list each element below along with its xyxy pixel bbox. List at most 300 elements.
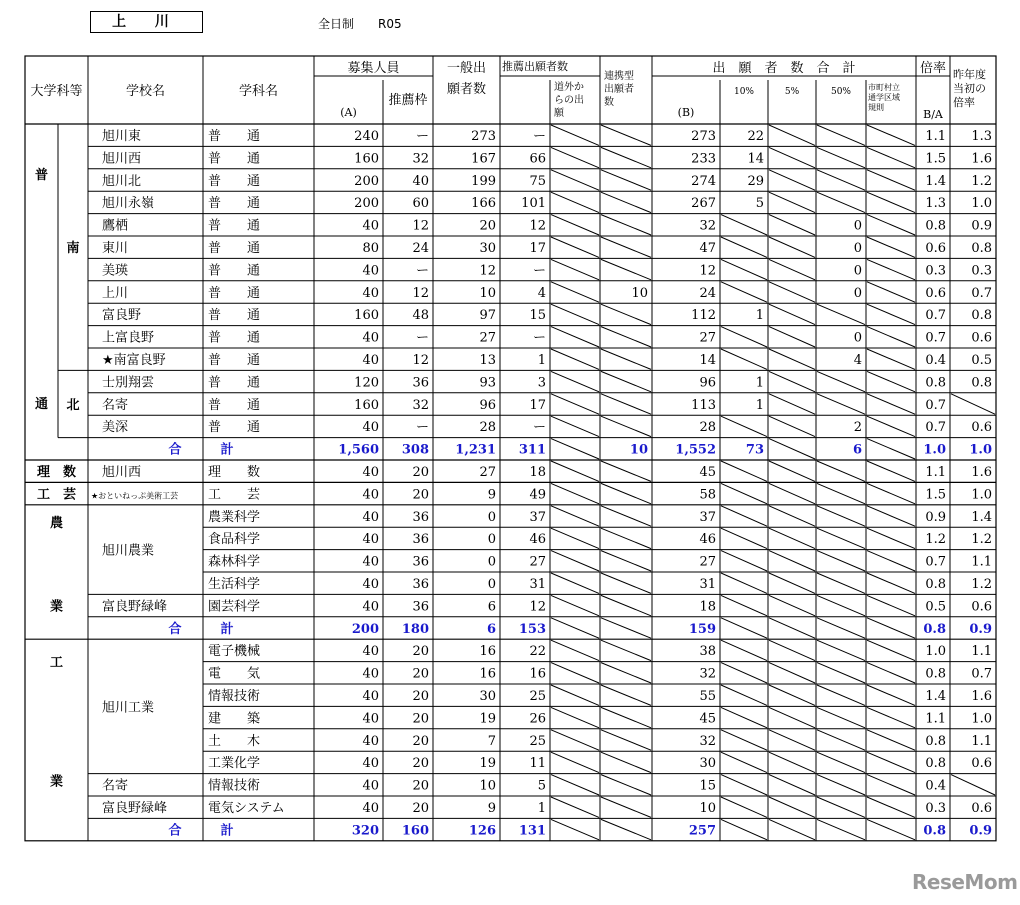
header-prev: 当初の: [953, 82, 986, 95]
category-south: 南: [66, 241, 80, 256]
cell-rec: 48: [412, 308, 429, 324]
na-diagonal: [867, 506, 915, 526]
na-diagonal: [769, 282, 815, 302]
header-pct5: 5%: [784, 87, 800, 97]
na-diagonal: [721, 663, 767, 683]
na-diagonal: [867, 707, 915, 727]
na-diagonal: [867, 349, 915, 369]
na-diagonal: [551, 215, 599, 235]
cell-a: 40: [362, 509, 379, 525]
na-diagonal: [721, 506, 767, 526]
cell-b: 233: [691, 151, 716, 167]
cell-a: 40: [362, 263, 379, 279]
header-linked: 数: [604, 97, 614, 108]
cell-ratio: 0.8: [925, 375, 946, 391]
cell-a: 40: [362, 532, 379, 548]
cell-rec: 20: [412, 711, 429, 727]
na-diagonal: [601, 730, 651, 750]
cell-rec: 32: [412, 151, 429, 167]
cell-ratio: 0.8: [925, 666, 946, 682]
cell-a: 200: [354, 173, 379, 189]
cell-recapp: ー: [532, 420, 546, 436]
cell-p50: 6: [852, 442, 862, 458]
na-diagonal: [551, 685, 599, 705]
cell-prev: 1.3: [971, 129, 992, 144]
na-diagonal: [551, 147, 599, 167]
cell-ratio: 0.7: [925, 330, 946, 346]
cell-prev: 0.5: [971, 353, 992, 368]
cell-ratio: 0.8: [925, 218, 946, 234]
na-diagonal: [769, 371, 815, 391]
cell-b: 58: [699, 487, 716, 503]
school-name: 士別翔雲: [102, 375, 155, 391]
na-diagonal: [721, 461, 767, 481]
na-diagonal: [601, 147, 651, 167]
cell-gen: 19: [479, 756, 496, 772]
na-diagonal: [721, 775, 767, 795]
na-diagonal: [601, 461, 651, 481]
cell-gen: 96: [479, 397, 496, 413]
na-diagonal: [601, 819, 651, 839]
na-diagonal: [601, 506, 651, 526]
cell-p50: 0: [853, 330, 862, 346]
na-diagonal: [551, 819, 599, 839]
na-diagonal: [769, 819, 815, 839]
cell-rec: ー: [415, 129, 429, 144]
cell-prev: 1.0: [971, 196, 992, 212]
na-diagonal: [817, 573, 865, 593]
header-category: 大学科等: [30, 84, 83, 99]
school-name: 旭川永嶺: [102, 196, 155, 212]
cell-a: 40: [362, 218, 379, 234]
category-kogei: 工 芸: [36, 487, 77, 503]
school-name: 旭川西: [102, 151, 142, 167]
cell-b: 37: [699, 509, 716, 525]
cell-recapp: 131: [518, 823, 546, 839]
header-municipal: 市町村立: [868, 83, 900, 92]
na-diagonal: [769, 439, 815, 459]
course-name: 普 通: [208, 173, 261, 189]
cell-prev: 0.9: [969, 621, 992, 637]
cell-b: 46: [699, 532, 716, 548]
cell-p10: 1: [755, 308, 764, 324]
na-diagonal: [551, 506, 599, 526]
school-name: 旭川北: [102, 173, 142, 189]
na-diagonal: [551, 192, 599, 212]
na-diagonal: [769, 259, 815, 279]
na-diagonal: [769, 573, 815, 593]
na-diagonal: [817, 125, 865, 145]
na-diagonal: [721, 259, 767, 279]
cell-gen: 1,231: [455, 442, 496, 458]
cell-ratio: 1.0: [925, 644, 946, 660]
cell-recapp: 49: [529, 487, 546, 503]
cell-prev: 1.6: [971, 151, 992, 167]
na-diagonal: [721, 349, 767, 369]
na-diagonal: [601, 170, 651, 190]
cell-b: 112: [691, 308, 716, 324]
cell-rec: 20: [412, 801, 429, 816]
cell-ratio: 0.8: [925, 733, 946, 749]
cell-a: 160: [354, 151, 379, 167]
cell-gen: 167: [471, 151, 496, 167]
cell-ratio: 1.1: [925, 465, 946, 480]
cell-a: 120: [354, 375, 379, 391]
na-diagonal: [601, 528, 651, 548]
na-diagonal: [769, 125, 815, 145]
category-nogyo: 農: [49, 515, 64, 531]
cell-prev: 1.6: [971, 465, 992, 480]
na-diagonal: [769, 461, 815, 481]
na-diagonal: [721, 528, 767, 548]
na-diagonal: [769, 640, 815, 660]
header-outside: らの出: [554, 95, 584, 106]
cell-recapp: 37: [529, 509, 546, 525]
header-outside: 願: [554, 108, 564, 119]
school-name: 美深: [102, 420, 129, 436]
cell-b: 15: [699, 778, 716, 794]
cell-rec: 36: [412, 532, 429, 548]
cell-gen: 0: [487, 532, 496, 548]
cell-gen: 16: [479, 666, 496, 682]
cell-prev: 1.0: [971, 711, 992, 727]
cell-prev: 1.1: [971, 644, 992, 660]
cell-gen: 10: [479, 285, 496, 301]
cell-recapp: 12: [529, 599, 546, 615]
course-name: 電気システム: [208, 801, 285, 816]
cell-b: 24: [699, 285, 716, 301]
school-name: 名寄: [102, 778, 129, 794]
na-diagonal: [867, 752, 915, 772]
cell-rec: 20: [412, 689, 429, 704]
cell-prev: 0.6: [971, 756, 992, 772]
mode-label: 全日制 R05: [318, 17, 402, 31]
cell-b: 18: [699, 599, 716, 615]
header-quota: 募集人員: [347, 61, 400, 76]
cell-recapp: 25: [529, 733, 546, 749]
cell-b: 27: [699, 554, 716, 570]
cell-rec: 12: [412, 285, 429, 301]
cell-gen: 6: [486, 621, 496, 637]
cell-p10: 1: [755, 375, 764, 391]
header-outside: 道外か: [554, 82, 584, 93]
cell-a: 40: [362, 420, 379, 436]
course-name: 工 芸: [208, 487, 261, 503]
cell-gen: 0: [487, 577, 496, 592]
cell-prev: 0.6: [971, 420, 992, 436]
na-diagonal: [721, 707, 767, 727]
cell-b: 55: [699, 689, 716, 704]
na-diagonal: [601, 775, 651, 795]
school-name: 旭川西: [102, 465, 142, 480]
header-municipal: 規則: [868, 103, 884, 112]
cell-recapp: ー: [532, 129, 546, 144]
na-diagonal: [601, 259, 651, 279]
cell-b: 10: [699, 801, 716, 816]
school-name: 旭川工業: [102, 700, 155, 716]
cell-recapp: 18: [529, 465, 546, 480]
na-diagonal: [721, 752, 767, 772]
na-diagonal: [769, 663, 815, 683]
cell-ratio: 0.4: [925, 353, 946, 368]
na-diagonal: [551, 618, 599, 638]
cell-b: 38: [699, 644, 716, 660]
cell-ratio: 1.5: [925, 151, 946, 167]
cell-rec: 20: [412, 778, 429, 794]
na-diagonal: [817, 797, 865, 817]
category-futsu: 普: [34, 167, 49, 183]
cell-p10: 73: [745, 442, 764, 458]
na-diagonal: [769, 752, 815, 772]
cell-a: 40: [362, 465, 379, 480]
na-diagonal: [867, 775, 915, 795]
cell-prev: 1.0: [969, 442, 992, 458]
header-general: 願者数: [446, 82, 487, 97]
course-name: 農業科学: [208, 509, 261, 525]
na-diagonal: [551, 416, 599, 436]
course-name: 土 木: [208, 733, 261, 749]
na-diagonal: [867, 461, 915, 481]
course-name: 理 数: [208, 465, 261, 480]
na-diagonal: [817, 640, 865, 660]
region-title: 上 川: [90, 11, 203, 33]
cell-b: 274: [691, 173, 716, 189]
na-diagonal: [769, 416, 815, 436]
cell-rec: 160: [401, 823, 429, 839]
cell-recapp: 5: [537, 778, 546, 794]
na-diagonal: [867, 147, 915, 167]
na-diagonal: [867, 819, 915, 839]
na-diagonal: [551, 707, 599, 727]
na-diagonal: [551, 730, 599, 750]
school-name: 富良野: [102, 308, 142, 324]
na-diagonal: [769, 215, 815, 235]
na-diagonal: [601, 752, 651, 772]
na-diagonal: [551, 259, 599, 279]
category-kogyo: 工: [49, 655, 64, 671]
cell-prev: 0.8: [971, 241, 992, 256]
na-diagonal: [769, 483, 815, 503]
na-diagonal: [551, 461, 599, 481]
header-recommend-quota: 推薦枠: [388, 93, 428, 108]
course-name: 普 通: [208, 308, 261, 324]
cell-recapp: 12: [529, 218, 546, 234]
cell-ratio: 1.1: [925, 129, 946, 144]
cell-recapp: 66: [529, 151, 546, 167]
cell-recapp: ー: [532, 330, 546, 346]
cell-rec: 36: [412, 509, 429, 525]
cell-a: 40: [362, 801, 379, 816]
cell-rec: 32: [412, 397, 429, 413]
cell-ratio: 0.8: [923, 823, 946, 839]
cell-ratio: 1.1: [925, 711, 946, 727]
na-diagonal: [769, 618, 815, 638]
cell-prev: 1.0: [971, 487, 992, 503]
cell-a: 40: [362, 554, 379, 570]
na-diagonal: [817, 663, 865, 683]
header-prev: 昨年度: [953, 68, 986, 81]
cell-b: 273: [691, 129, 716, 144]
cell-recapp: 4: [537, 285, 546, 301]
cell-prev: 1.2: [971, 532, 992, 548]
na-diagonal: [601, 125, 651, 145]
cell-recapp: 25: [529, 689, 546, 704]
cell-rec: 36: [412, 375, 429, 391]
cell-prev: 1.2: [971, 173, 992, 189]
na-diagonal: [817, 528, 865, 548]
cell-recapp: 17: [529, 397, 546, 413]
cell-link: 10: [629, 442, 648, 458]
course-name: 普 通: [208, 397, 261, 413]
cell-a: 200: [351, 621, 379, 637]
header-recommend-applicants: 推薦出願者数: [502, 60, 568, 73]
na-diagonal: [769, 237, 815, 257]
cell-a: 40: [362, 644, 379, 660]
cell-recapp: 11: [529, 756, 546, 772]
cell-gen: 273: [471, 129, 496, 144]
school-name: 美瑛: [102, 263, 129, 279]
na-diagonal: [769, 707, 815, 727]
course-name: 電子機械: [208, 644, 261, 660]
cell-prev: 0.9: [971, 218, 992, 234]
cell-link: 10: [631, 285, 648, 301]
na-diagonal: [551, 752, 599, 772]
cell-ratio: 1.3: [925, 196, 946, 212]
na-diagonal: [601, 304, 651, 324]
cell-a: 40: [362, 330, 379, 346]
cell-rec: 20: [412, 644, 429, 660]
na-diagonal: [867, 327, 915, 347]
na-diagonal: [551, 483, 599, 503]
cell-p10: 1: [755, 397, 764, 413]
cell-gen: 9: [487, 487, 496, 503]
cell-prev: 0.9: [969, 823, 992, 839]
cell-a: 40: [362, 285, 379, 301]
cell-p50: 0: [853, 218, 862, 234]
na-diagonal: [769, 192, 815, 212]
cell-ratio: 0.3: [925, 801, 946, 816]
na-diagonal: [551, 439, 599, 459]
na-diagonal: [551, 394, 599, 414]
cell-gen: 9: [487, 801, 496, 816]
na-diagonal: [817, 506, 865, 526]
na-diagonal: [601, 663, 651, 683]
na-diagonal: [721, 237, 767, 257]
cell-gen: 0: [487, 554, 496, 570]
cell-rec: 40: [412, 173, 429, 189]
na-diagonal: [601, 685, 651, 705]
header-ratio: 倍率: [919, 61, 947, 76]
cell-b: 96: [699, 375, 716, 391]
na-diagonal: [817, 730, 865, 750]
cell-ratio: 1.5: [925, 487, 946, 503]
cell-ratio: 0.8: [925, 577, 946, 592]
header-linked: 連携型: [604, 71, 634, 82]
cell-gen: 20: [479, 218, 496, 234]
cell-recapp: 26: [529, 711, 546, 727]
cell-b: 32: [699, 733, 716, 749]
na-diagonal: [867, 595, 915, 615]
cell-b: 1,552: [675, 442, 716, 458]
cell-recapp: ー: [532, 263, 546, 279]
na-diagonal: [769, 506, 815, 526]
cell-a: 40: [362, 733, 379, 749]
total-label: 合 計: [168, 823, 234, 839]
course-name: 情報技術: [208, 778, 261, 794]
cell-a: 1,560: [338, 442, 379, 458]
na-diagonal: [601, 237, 651, 257]
cell-prev: 0.6: [971, 801, 992, 816]
cell-rec: 12: [412, 218, 429, 234]
header-pct50: 50%: [830, 87, 852, 97]
cell-a: 80: [362, 241, 379, 256]
cell-recapp: 1: [537, 353, 546, 368]
cell-gen: 0: [487, 509, 496, 525]
cell-ratio: 0.6: [925, 285, 946, 301]
course-name: 電 気: [208, 666, 261, 682]
na-diagonal: [867, 685, 915, 705]
cell-p10: 22: [747, 129, 764, 144]
cell-a: 40: [362, 756, 379, 772]
cell-prev: 0.6: [971, 330, 992, 346]
course-name: 普 通: [208, 151, 261, 167]
cell-ratio: 0.8: [925, 756, 946, 772]
na-diagonal: [817, 394, 865, 414]
na-diagonal: [769, 551, 815, 571]
na-diagonal: [867, 237, 915, 257]
cell-recapp: 311: [518, 442, 546, 458]
na-diagonal: [601, 797, 651, 817]
header-general: 一般出: [446, 61, 487, 76]
cell-a: 40: [362, 666, 379, 682]
cell-b: 267: [691, 196, 716, 212]
na-diagonal: [867, 551, 915, 571]
cell-gen: 30: [479, 689, 496, 704]
course-name: 森林科学: [208, 554, 261, 570]
school-name: 富良野緑峰: [102, 599, 168, 615]
na-diagonal: [817, 685, 865, 705]
cell-prev: 1.1: [971, 554, 992, 570]
na-diagonal: [817, 461, 865, 481]
na-diagonal: [551, 573, 599, 593]
na-diagonal: [601, 707, 651, 727]
cell-ratio: 0.7: [925, 397, 946, 413]
cell-rec: 60: [412, 196, 429, 212]
cell-recapp: 17: [529, 241, 546, 256]
na-diagonal: [951, 775, 995, 795]
na-diagonal: [867, 618, 915, 638]
cell-rec: 308: [401, 442, 429, 458]
cell-ratio: 0.4: [925, 778, 946, 794]
na-diagonal: [551, 125, 599, 145]
cell-b: 27: [699, 330, 716, 346]
school-name: 富良野緑峰: [102, 801, 168, 816]
cell-ratio: 0.3: [925, 263, 946, 279]
na-diagonal: [817, 752, 865, 772]
na-diagonal: [769, 528, 815, 548]
na-diagonal: [769, 170, 815, 190]
category-risu: 理 数: [36, 465, 77, 480]
na-diagonal: [601, 618, 651, 638]
cell-a: 40: [362, 599, 379, 615]
na-diagonal: [551, 797, 599, 817]
header-course: 学科名: [238, 84, 279, 99]
cell-b: 12: [699, 263, 716, 279]
header-prev: 倍率: [953, 96, 975, 109]
na-diagonal: [551, 663, 599, 683]
na-diagonal: [867, 528, 915, 548]
course-name: 普 通: [208, 285, 261, 301]
